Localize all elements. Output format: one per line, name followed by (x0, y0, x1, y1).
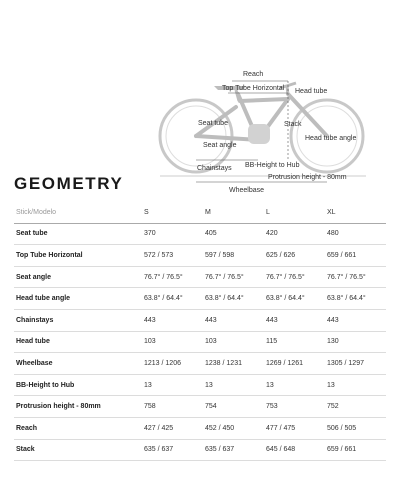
table-cell: 63.8° / 64.4° (203, 288, 264, 310)
table-cell: 76.7° / 76.5° (142, 266, 203, 288)
size-header: S (142, 202, 203, 223)
row-label: Chainstays (14, 309, 142, 331)
row-label: Head tube (14, 331, 142, 353)
table-cell: 13 (142, 374, 203, 396)
table-cell: 63.8° / 64.4° (264, 288, 325, 310)
label-wheelbase: Wheelbase (229, 187, 265, 194)
table-cell: 659 / 661 (325, 439, 386, 461)
table-cell: 370 (142, 223, 203, 245)
table-cell: 115 (264, 331, 325, 353)
table-cell: 420 (264, 223, 325, 245)
label-seat-angle: Seat angle (203, 142, 237, 149)
table-cell: 1213 / 1206 (142, 353, 203, 375)
table-cell: 659 / 661 (325, 245, 386, 267)
motor-unit (248, 124, 270, 144)
table-cell: 427 / 425 (142, 417, 203, 439)
geometry-table-body (14, 223, 386, 461)
table-cell: 1238 / 1231 (203, 353, 264, 375)
table-cell: 405 (203, 223, 264, 245)
table-cell: 76.7° / 76.5° (325, 266, 386, 288)
table-row (14, 266, 386, 288)
table-cell: 63.8° / 64.4° (325, 288, 386, 310)
row-label: Seat angle (14, 266, 142, 288)
label-bb-height: BB-Height to Hub (245, 162, 300, 169)
table-cell: 752 (325, 396, 386, 418)
label-reach: Reach (243, 71, 264, 78)
table-cell: 480 (325, 223, 386, 245)
table-cell: 753 (264, 396, 325, 418)
table-cell: 597 / 598 (203, 245, 264, 267)
table-cell: 130 (325, 331, 386, 353)
label-seat-tube: Seat tube (198, 120, 228, 127)
table-row (14, 396, 386, 418)
row-label: Protrusion height - 80mm (14, 396, 142, 418)
size-header: XL (325, 202, 386, 223)
table-row (14, 309, 386, 331)
table-row (14, 439, 386, 461)
label-top-tube: Top Tube Horizontal (222, 85, 285, 92)
table-cell: 103 (142, 331, 203, 353)
row-label: Reach (14, 417, 142, 439)
size-header: M (203, 202, 264, 223)
table-cell: 63.8° / 64.4° (142, 288, 203, 310)
table-cell: 635 / 637 (142, 439, 203, 461)
table-cell: 13 (325, 374, 386, 396)
table-row (14, 331, 386, 353)
table-cell: 1269 / 1261 (264, 353, 325, 375)
size-header: L (264, 202, 325, 223)
table-row (14, 223, 386, 245)
table-cell: 13 (203, 374, 264, 396)
row-label: Seat tube (14, 223, 142, 245)
table-cell: 635 / 637 (203, 439, 264, 461)
table-cell: 103 (203, 331, 264, 353)
label-chainstays: Chainstays (197, 165, 232, 172)
label-protrusion: Protrusion height - 80mm (268, 174, 347, 181)
page-title: GEOMETRY (14, 174, 124, 193)
table-cell: 443 (203, 309, 264, 331)
table-cell: 506 / 505 (325, 417, 386, 439)
table-row (14, 417, 386, 439)
label-head-tube-angle: Head tube angle (305, 135, 357, 142)
row-label: BB-Height to Hub (14, 374, 142, 396)
stick-label: Stick/Modelo (14, 202, 142, 223)
table-cell: 452 / 450 (203, 417, 264, 439)
table-header-row (14, 202, 386, 223)
table-row (14, 374, 386, 396)
table-row (14, 288, 386, 310)
geometry-table (14, 202, 386, 461)
table-cell: 754 (203, 396, 264, 418)
row-label: Wheelbase (14, 353, 142, 375)
row-label: Stack (14, 439, 142, 461)
label-head-tube: Head tube (295, 88, 328, 95)
label-stack: Stack (284, 121, 302, 128)
table-cell: 572 / 573 (142, 245, 203, 267)
table-row (14, 353, 386, 375)
row-label: Head tube angle (14, 288, 142, 310)
bike-geometry-diagram (0, 0, 400, 200)
row-label: Top Tube Horizontal (14, 245, 142, 267)
table-cell: 443 (325, 309, 386, 331)
table-cell: 76.7° / 76.5° (203, 266, 264, 288)
table-cell: 1305 / 1297 (325, 353, 386, 375)
table-cell: 758 (142, 396, 203, 418)
table-cell: 76.7° / 76.5° (264, 266, 325, 288)
table-cell: 625 / 626 (264, 245, 325, 267)
table-cell: 477 / 475 (264, 417, 325, 439)
table-row (14, 245, 386, 267)
table-cell: 645 / 648 (264, 439, 325, 461)
table-cell: 443 (142, 309, 203, 331)
table-cell: 443 (264, 309, 325, 331)
table-cell: 13 (264, 374, 325, 396)
